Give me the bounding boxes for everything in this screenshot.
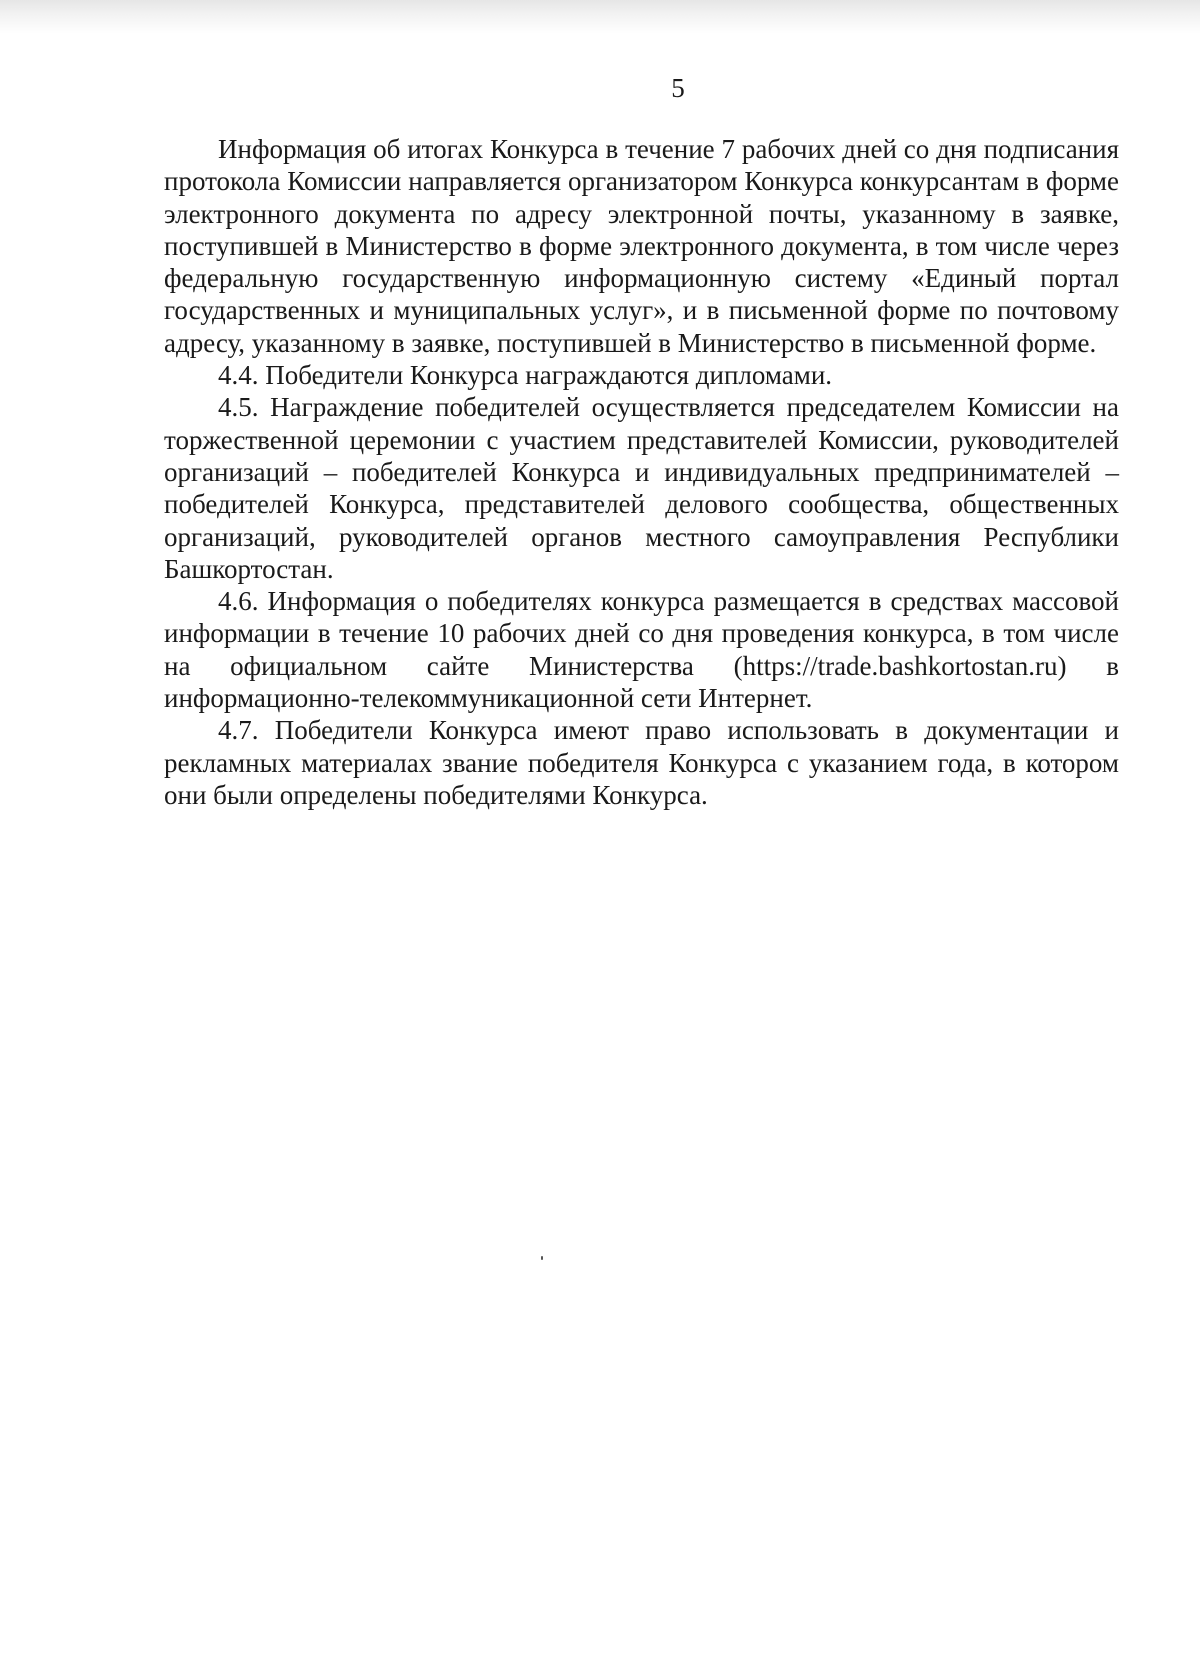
- page-number: 5: [671, 73, 685, 103]
- scan-speck: [541, 1256, 543, 1260]
- document-body: [164, 133, 1119, 811]
- paragraph-clause-4-4: 4.4. Победители Конкурса награждаются дипломами.: [218, 360, 833, 391]
- scan-top-edge: [0, 0, 1200, 34]
- paragraph-clause-4-6: 4.6. Информация о победителях конкурса размещается в средствах массовой информации в течение 10 рабочих дней со дня проведения конкурса, в том числе на официальном сайте Министерства (https://trade.bashkortostan.ru) в информационно-телекоммуникационной сети Интернет.: [164, 586, 1119, 714]
- paragraph-results-info: Информация об итогах Конкурса в течение 7 рабочих дней со дня подписания протокола Комиссии направляется организатором Конкурса конкурсантам в форме электронного документа по адресу электронной почты, указанному в заявке, поступившей в Министерство в форме электронного документа, в том числе через федеральную государственную информационную систему «Единый портал государственных и муниципальных услуг», и в письменной форме по почтовому адресу, указанному в заявке, поступившей в Министерство в письменной форме.: [164, 134, 1119, 358]
- paragraph-clause-4-5: 4.5. Награждение победителей осуществляется председателем Комиссии на торжественной церемонии с участием представителей Комиссии, руководителей организаций – победителей Конкурса и индивидуальных предпринимателей – победителей Конкурса, представителей делового сообщества, общественных организаций, руководителей органов местного самоуправления Республики Башкортостан.: [164, 392, 1119, 584]
- paragraph-clause-4-7: 4.7. Победители Конкурса имеют право использовать в документации и рекламных материалах звание победителя Конкурса с указанием года, в котором они были определены победителями Конкурса.: [164, 715, 1119, 810]
